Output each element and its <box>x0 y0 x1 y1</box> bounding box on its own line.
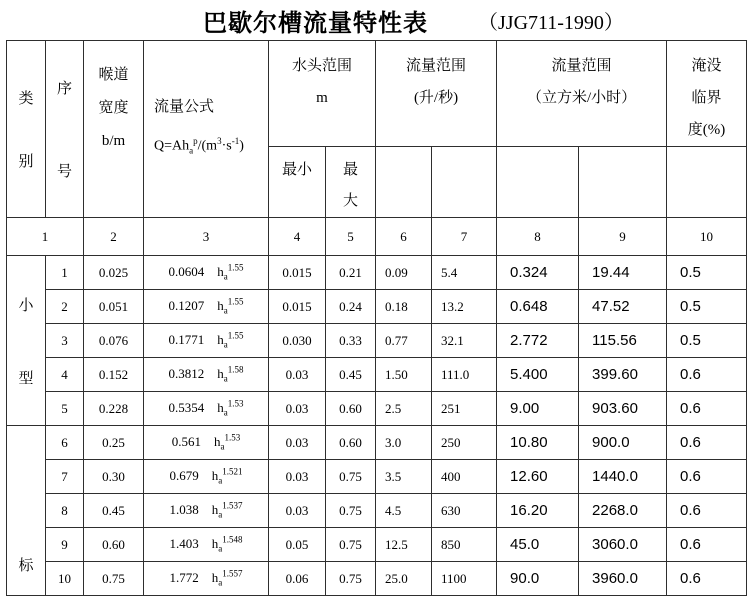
column-number: 1 <box>7 218 84 256</box>
flow-m3-min-cell: 2.772 <box>497 324 579 358</box>
head-max-cell: 0.45 <box>326 358 376 392</box>
head-min-cell: 0.015 <box>269 256 326 290</box>
head-max-cell: 0.21 <box>326 256 376 290</box>
table-row <box>7 562 747 596</box>
header-throat-width <box>84 41 144 218</box>
flow-ls-max-cell: 1100 <box>432 562 497 596</box>
serial-cell: 5 <box>46 392 84 426</box>
formula-cell <box>144 290 269 324</box>
serial-cell: 1 <box>46 256 84 290</box>
column-number: 6 <box>376 218 432 256</box>
flow-formula: $Q=Ah_a^p/(m^3\cdot s^{-1})$ <box>154 136 244 156</box>
flow-m3-min-cell: 90.0 <box>497 562 579 596</box>
flow-m3-min-cell: 12.60 <box>497 460 579 494</box>
head-max-cell: 0.60 <box>326 392 376 426</box>
flow-ls-min-cell: 25.0 <box>376 562 432 596</box>
submergence-cell: 0.5 <box>667 324 747 358</box>
flow-ls-min-cell: 3.5 <box>376 460 432 494</box>
flow-ls-min-cell: 12.5 <box>376 528 432 562</box>
column-number-row <box>7 218 747 256</box>
formula-head-term: $h_a^{1.521}$ <box>211 467 243 486</box>
flow-m3-max-cell: 1440.0 <box>579 460 667 494</box>
table-row <box>7 494 747 528</box>
serial-cell: 6 <box>46 426 84 460</box>
flow-ls-max-cell: 251 <box>432 392 497 426</box>
header-category-char: 别 <box>18 154 34 170</box>
flow-ls-max-cell: 400 <box>432 460 497 494</box>
formula-head-term: $h_a^{1.55}$ <box>217 331 244 350</box>
submergence-cell: 0.6 <box>667 494 747 528</box>
category-cell <box>7 256 46 426</box>
flow-ls-max-cell: 630 <box>432 494 497 528</box>
flow-m3-min-cell: 0.324 <box>497 256 579 290</box>
table-row <box>7 358 747 392</box>
flow-m3-max-cell: 115.56 <box>579 324 667 358</box>
head-max-cell: 0.33 <box>326 324 376 358</box>
table-row <box>7 528 747 562</box>
header-flow-m3-label: 流量范围 <box>551 58 612 74</box>
flow-m3-max-cell: 903.60 <box>579 392 667 426</box>
throat-width-cell: 0.75 <box>84 562 144 596</box>
column-number: 4 <box>269 218 326 256</box>
serial-cell: 9 <box>46 528 84 562</box>
formula-head-term: $h_a^{1.58}$ <box>217 365 244 384</box>
document-title <box>0 0 750 40</box>
page-title: 巴歇尔槽流量特性表 <box>203 9 428 37</box>
formula-coefficient: 1.403 <box>169 536 199 552</box>
flow-m3-min-cell: 16.20 <box>497 494 579 528</box>
header-serial <box>46 41 84 218</box>
flow-m3-max-cell: 47.52 <box>579 290 667 324</box>
flow-ls-max-cell: 250 <box>432 426 497 460</box>
formula-cell <box>144 494 269 528</box>
head-max-cell: 0.24 <box>326 290 376 324</box>
flow-ls-min-cell: 0.77 <box>376 324 432 358</box>
formula-head-term: $h_a^{1.53}$ <box>214 433 241 452</box>
header-serial-char: 号 <box>56 164 72 180</box>
flow-ls-min-cell: 1.50 <box>376 358 432 392</box>
formula-coefficient: 0.561 <box>171 434 201 450</box>
flow-m3-max-cell: 3060.0 <box>579 528 667 562</box>
throat-width-cell: 0.025 <box>84 256 144 290</box>
submergence-cell: 0.5 <box>667 256 747 290</box>
serial-cell: 10 <box>46 562 84 596</box>
table-row <box>7 256 747 290</box>
column-number: 8 <box>497 218 579 256</box>
header-flow-formula <box>144 41 269 218</box>
empty-subheader-cell <box>432 147 497 218</box>
header-throat-line: 宽度 <box>98 100 129 116</box>
category-cell <box>7 426 46 596</box>
head-max-cell: 0.60 <box>326 426 376 460</box>
column-number: 10 <box>667 218 747 256</box>
header-flow-ls-label: 流量范围 <box>406 58 467 74</box>
submergence-cell: 0.6 <box>667 528 747 562</box>
head-min-cell: 0.03 <box>269 358 326 392</box>
formula-head-term: $h_a^{1.548}$ <box>211 535 243 554</box>
header-category-char: 类 <box>18 91 34 107</box>
serial-cell: 4 <box>46 358 84 392</box>
column-number: 5 <box>326 218 376 256</box>
formula-head-term: $h_a^{1.55}$ <box>217 297 244 316</box>
flow-ls-max-cell: 111.0 <box>432 358 497 392</box>
submergence-cell: 0.6 <box>667 562 747 596</box>
column-number: 7 <box>432 218 497 256</box>
table-body <box>7 256 747 596</box>
serial-cell: 2 <box>46 290 84 324</box>
serial-cell: 8 <box>46 494 84 528</box>
header-throat-line: 喉道 <box>98 67 129 83</box>
header-category <box>7 41 46 218</box>
formula-cell <box>144 256 269 290</box>
flow-ls-min-cell: 3.0 <box>376 426 432 460</box>
formula-cell <box>144 562 269 596</box>
header-head-max-char: 最 <box>343 162 359 178</box>
formula-coefficient: 0.1207 <box>168 298 205 314</box>
flow-m3-min-cell: 45.0 <box>497 528 579 562</box>
throat-width-cell: 0.25 <box>84 426 144 460</box>
throat-width-cell: 0.228 <box>84 392 144 426</box>
flow-ls-max-cell: 13.2 <box>432 290 497 324</box>
flow-m3-max-cell: 19.44 <box>579 256 667 290</box>
formula-cell <box>144 358 269 392</box>
serial-cell: 7 <box>46 460 84 494</box>
submergence-cell: 0.6 <box>667 358 747 392</box>
header-head-range-label: 水头范围 <box>292 58 353 74</box>
head-min-cell: 0.015 <box>269 290 326 324</box>
empty-subheader-cell <box>579 147 667 218</box>
head-max-cell: 0.75 <box>326 528 376 562</box>
header-submergence-line: 淹没 <box>691 58 722 74</box>
header-head-range-unit: m <box>316 90 328 106</box>
flow-m3-max-cell: 399.60 <box>579 358 667 392</box>
formula-coefficient: 1.772 <box>169 570 199 586</box>
flow-ls-min-cell: 4.5 <box>376 494 432 528</box>
empty-subheader-cell <box>376 147 432 218</box>
formula-coefficient: 0.0604 <box>168 264 205 280</box>
throat-width-cell: 0.152 <box>84 358 144 392</box>
header-head-max <box>326 147 376 218</box>
formula-head-term: $h_a^{1.537}$ <box>211 501 243 520</box>
flow-m3-min-cell: 10.80 <box>497 426 579 460</box>
flow-ls-min-cell: 2.5 <box>376 392 432 426</box>
table-row <box>7 392 747 426</box>
header-serial-char: 序 <box>56 81 72 97</box>
head-max-cell: 0.75 <box>326 562 376 596</box>
header-row-upper <box>7 41 747 147</box>
formula-coefficient: 0.1771 <box>168 332 205 348</box>
formula-head-term: $h_a^{1.55}$ <box>217 263 244 282</box>
formula-cell <box>144 528 269 562</box>
flow-ls-max-cell: 5.4 <box>432 256 497 290</box>
formula-coefficient: 1.038 <box>169 502 199 518</box>
standard-number: （JJG711-1990） <box>478 11 624 34</box>
column-number: 9 <box>579 218 667 256</box>
head-min-cell: 0.03 <box>269 426 326 460</box>
head-max-cell: 0.75 <box>326 460 376 494</box>
category-char: 标 <box>18 558 34 574</box>
throat-width-cell: 0.051 <box>84 290 144 324</box>
formula-coefficient: 0.3812 <box>168 366 205 382</box>
head-min-cell: 0.05 <box>269 528 326 562</box>
throat-width-cell: 0.60 <box>84 528 144 562</box>
head-min-cell: 0.030 <box>269 324 326 358</box>
flow-m3-min-cell: 9.00 <box>497 392 579 426</box>
table-row <box>7 426 747 460</box>
flow-m3-min-cell: 0.648 <box>497 290 579 324</box>
header-head-min: 最小 <box>269 147 326 218</box>
column-number: 2 <box>84 218 144 256</box>
formula-head-term: $h_a^{1.557}$ <box>211 569 243 588</box>
header-flow-ls-unit: (升/秒) <box>413 90 459 106</box>
formula-cell <box>144 426 269 460</box>
head-min-cell: 0.03 <box>269 494 326 528</box>
header-throat-line: b/m <box>101 133 126 149</box>
flow-m3-max-cell: 900.0 <box>579 426 667 460</box>
formula-coefficient: 0.5354 <box>168 400 205 416</box>
header-flow-range-m3h <box>497 41 667 147</box>
header-submergence <box>667 41 747 147</box>
table-row <box>7 290 747 324</box>
submergence-cell: 0.6 <box>667 426 747 460</box>
flow-ls-max-cell: 32.1 <box>432 324 497 358</box>
category-char: 小 <box>18 297 34 314</box>
table-row <box>7 460 747 494</box>
header-flow-range-ls <box>376 41 497 147</box>
column-number: 3 <box>144 218 269 256</box>
throat-width-cell: 0.30 <box>84 460 144 494</box>
flow-m3-min-cell: 5.400 <box>497 358 579 392</box>
submergence-cell: 0.6 <box>667 392 747 426</box>
head-min-cell: 0.03 <box>269 460 326 494</box>
serial-cell: 3 <box>46 324 84 358</box>
head-min-cell: 0.03 <box>269 392 326 426</box>
flow-ls-min-cell: 0.18 <box>376 290 432 324</box>
head-max-cell: 0.75 <box>326 494 376 528</box>
empty-subheader-cell <box>667 147 747 218</box>
formula-cell <box>144 392 269 426</box>
header-submergence-line: 临界 <box>691 90 722 106</box>
empty-subheader-cell <box>497 147 579 218</box>
submergence-cell: 0.5 <box>667 290 747 324</box>
header-flow-m3-unit: （立方米/小时） <box>526 90 637 106</box>
submergence-cell: 0.6 <box>667 460 747 494</box>
formula-head-term: $h_a^{1.53}$ <box>217 399 244 418</box>
flume-characteristics-table <box>6 40 747 596</box>
table-row <box>7 324 747 358</box>
formula-coefficient: 0.679 <box>169 468 199 484</box>
throat-width-cell: 0.45 <box>84 494 144 528</box>
category-char: 型 <box>18 370 34 387</box>
formula-cell <box>144 324 269 358</box>
flow-ls-max-cell: 850 <box>432 528 497 562</box>
header-submergence-line: 度(%) <box>687 122 726 138</box>
header-formula-title: 流量公式 <box>154 99 215 116</box>
flow-ls-min-cell: 0.09 <box>376 256 432 290</box>
header-head-max-char: 大 <box>343 193 359 209</box>
header-head-range <box>269 41 376 147</box>
throat-width-cell: 0.076 <box>84 324 144 358</box>
flow-m3-max-cell: 3960.0 <box>579 562 667 596</box>
formula-cell <box>144 460 269 494</box>
head-min-cell: 0.06 <box>269 562 326 596</box>
flow-m3-max-cell: 2268.0 <box>579 494 667 528</box>
